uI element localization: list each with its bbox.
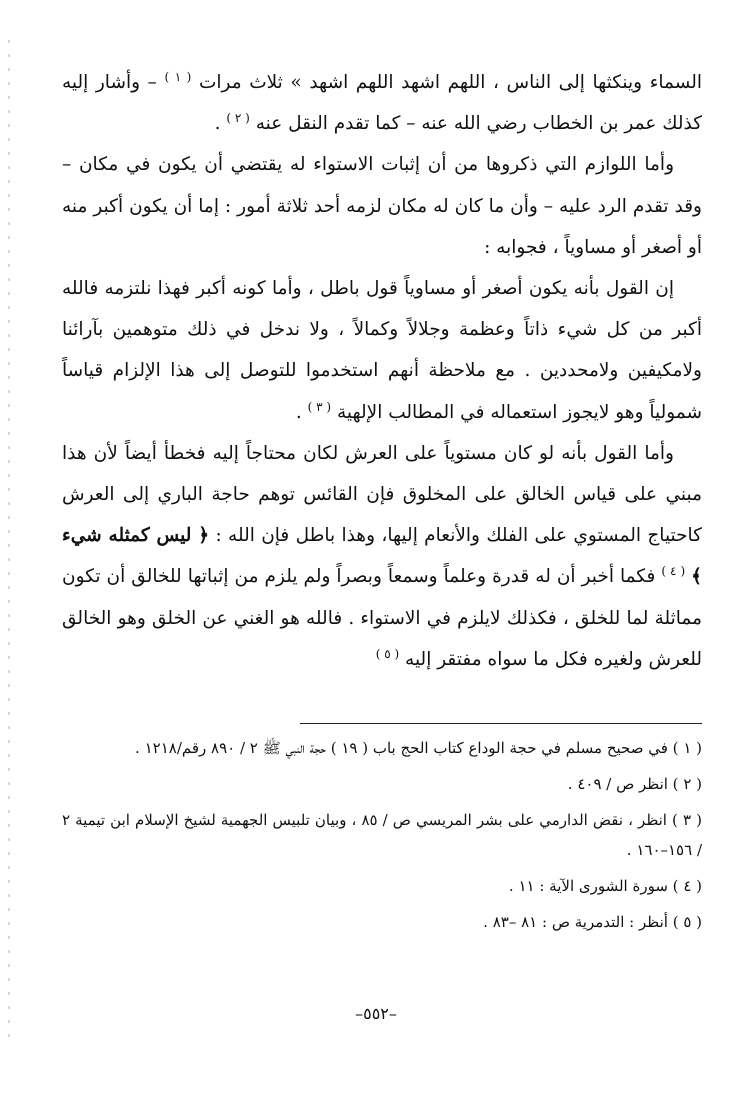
footnote-reference: ( ٤ ) — [661, 564, 686, 579]
footnote-reference: ( ٢ ) — [226, 111, 250, 126]
paragraph — [62, 62, 702, 144]
scan-edge-marks — [8, 40, 10, 1040]
footnote-reference: ( ٣ ) — [307, 399, 332, 414]
paragraph-text: – وأشار إليه كذلك عمر بن الخطاب رضي الله عنه – كما تقدم النقل عنه — [62, 72, 702, 135]
footnote: ( ٤ ) سورة الشورى الآية : ١١ . — [508, 877, 702, 895]
paragraph-text: . — [295, 401, 308, 423]
footnote: ( ١ ) في صحيح مسلم في حجة الوداع كتاب الحج باب ( ١٩ ) حجة النبي ﷺ ٢ / ٨٩٠ رقم/١٢١٨ . — [135, 739, 702, 757]
paragraph-text: وأما القول بأنه لو كان مستوياً على العرش لكان محتاجاً إليه فخطأ أيضاً لأن هذا مبني على قياس الخالق على المخلوق فإن القائس توهم حاجة الباري إلى العرش كاحتياج المستوي على الفلك والأنعام إليها، وهذا باطل فإن الله : — [62, 442, 702, 547]
paragraph-text: وأما اللوازم التي ذكروها من أن إثبات الاستواء له يقتضي أن يكون في مكان – وقد تقدم الرد عليه – وأن ما كان له مكان لزمه أحد ثلاثة أمور : إما أن يكون أكبر منه أو أصغر أو مساوياً ، فجوابه : — [62, 154, 702, 258]
paragraph — [62, 433, 702, 680]
paragraph-text: . — [214, 113, 227, 135]
page-number: –٥٥٢– — [355, 1004, 397, 1023]
footnote-reference: ( ١ ) — [164, 69, 192, 84]
footnote-reference: ( ٥ ) — [375, 646, 400, 661]
paragraph-text: فكما أخبر أن له قدرة وعلماً وسمعاً وبصراً ولم يلزم من إثباتها للخالق أن تكون مماثلة لما للخلق ، فكذلك لايلزم في الاستواء . فالله هو الغني عن الخلق وهو الخالق للعرش ولغيره فكل ما سواه مفتقر إليه — [62, 566, 702, 670]
footnote: ( ٥ ) أنظر : التدمرية ص : ٨١ –٨٣ . — [483, 913, 702, 931]
quran-quote: ﴿ ليس كمثله شيء ﴾ — [62, 525, 702, 588]
main-text — [62, 62, 702, 680]
footnote: ( ٢ ) انظر ص / ٤٠٩ . — [567, 775, 702, 793]
paragraph — [62, 144, 702, 268]
footnote: ( ٣ ) انظر ، نقض الدارمي على بشر المريسي ص / ٨٥ ، وبيان تلبيس الجهمية لشيخ الإسلام ابن تيمية ٢ / ١٥٦–١٦٠ . — [62, 811, 702, 859]
paragraph-text: السماء وينكثها إلى الناس ، اللهم اشهد اللهم اشهد » ثلاث مرات — [191, 72, 703, 93]
footnotes — [62, 733, 702, 943]
paragraph-text: إن القول بأنه يكون أصغر أو مساوياً قول باطل ، وأما كونه أكبر فهذا نلتزمه فالله أكبر من كل شيء ذاتاً وعظمة وجلالاً وكمالاً ، ولا ندخل في ذلك متوهمين بآرائنا ولامكيفين ولامحددين . مع ملاحظة أنهم استخدموا للتوصل إلى هذا الإلزام قياساً شمولياً وهو لايجوز استعماله في المطالب الإلهية — [62, 278, 702, 423]
footnote-separator — [300, 723, 702, 724]
paragraph — [62, 268, 702, 433]
